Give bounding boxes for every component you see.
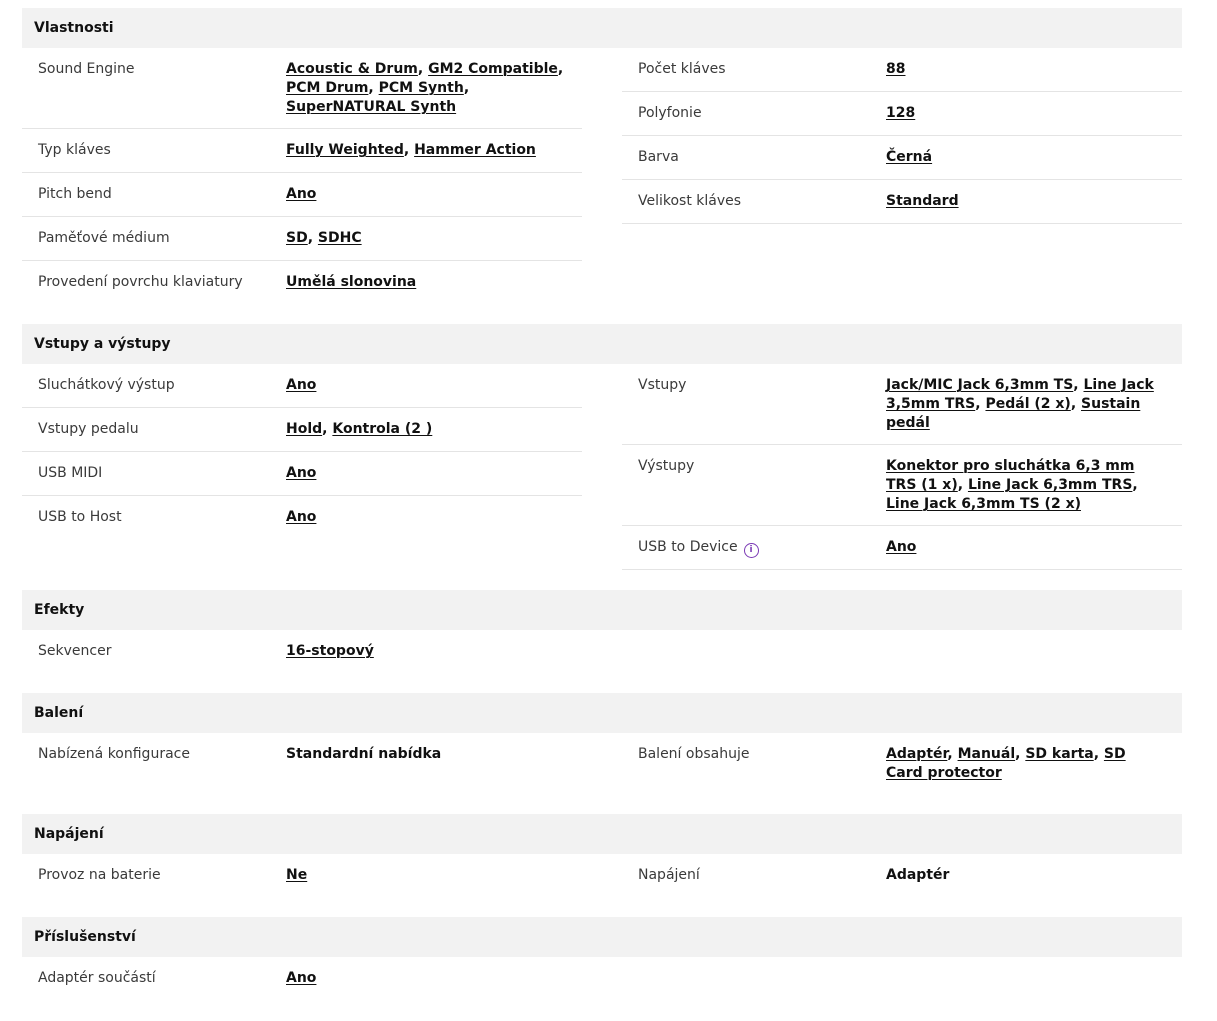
spec-value-link[interactable]: Fully Weighted [286,142,404,158]
spec-value-link[interactable]: Černá [886,149,933,165]
spec-value-link[interactable]: Ano [286,377,317,393]
spec-column-left [22,364,582,570]
spec-value-text: Standardní nabídka [286,746,442,762]
spec-row [22,129,582,173]
spec-label [22,508,286,528]
spec-value: SD, SDHC [286,230,362,246]
spec-value: Fully Weighted, Hammer Action [286,142,536,158]
spec-value [286,376,566,396]
spec-column-right [622,48,1182,304]
spec-value-link[interactable]: Ano [286,186,317,202]
spec-label [22,866,286,886]
spec-value-link[interactable]: Line Jack 6,3mm TS (2 x) [886,496,1081,512]
spec-value-link[interactable]: Ano [286,970,317,986]
spec-value-link[interactable]: PCM Synth [378,80,464,96]
spec-label-text: Sound Engine [38,61,135,77]
spec-label-text: Provoz na baterie [38,867,161,883]
spec-value-link[interactable]: SD karta [1025,746,1094,762]
spec-row [622,445,1182,526]
spec-column-right [622,957,1182,1000]
spec-label-text: USB to Host [38,509,122,525]
spec-value: Jack/MIC Jack 6,3mm TS, Line Jack 3,5mm TRS, Pedál (2 x), Sustain pedál [886,377,1154,431]
spec-row [22,496,582,539]
spec-value-link[interactable]: Acoustic & Drum [286,61,418,77]
spec-label-text: Počet kláves [638,61,726,77]
spec-row [22,854,582,897]
spec-label [22,745,286,765]
spec-value [886,538,1166,558]
spec-value-link[interactable]: SDHC [317,230,362,246]
section-heading: Vlastnosti [22,8,1182,48]
spec-value-link[interactable]: SuperNATURAL Synth [286,99,457,115]
spec-column-left [22,630,582,673]
spec-section-vlastnosti [22,8,1182,304]
spec-column-left [22,854,582,897]
spec-column-left [22,733,582,794]
spec-label-text: Nabízená konfigurace [38,746,190,762]
spec-label [622,457,886,514]
spec-label [22,141,286,161]
spec-value-link[interactable]: Kontrola (2 ) [332,421,433,437]
spec-value: Hold, Kontrola (2 ) [286,421,433,437]
spec-label [22,273,286,293]
spec-value-link[interactable]: Umělá slonovina [286,274,417,290]
spec-label [622,376,886,433]
spec-value-link[interactable]: Ano [286,509,317,525]
spec-label-text: Balení obsahuje [638,746,750,762]
spec-label [22,60,286,117]
spec-label-text: Velikost kláves [638,193,742,209]
spec-row [622,136,1182,180]
spec-value-link[interactable]: Ne [286,867,308,883]
spec-label-text: USB to Device [638,539,738,555]
spec-label-text: Vstupy pedalu [38,421,139,437]
spec-label [622,192,886,212]
spec-value-link[interactable]: 128 [886,105,916,121]
spec-value [886,192,1166,212]
spec-label [622,745,886,783]
spec-value-link[interactable]: GM2 Compatible [428,61,558,77]
spec-label-text: Provedení povrchu klaviatury [38,274,243,290]
spec-value-link[interactable]: Sustain pedál [886,396,1141,431]
spec-label [622,148,886,168]
spec-value [286,185,566,205]
spec-value [286,866,566,886]
spec-row [22,364,582,408]
spec-row [622,48,1182,92]
spec-column-left [22,957,582,1000]
spec-value [886,104,1166,124]
spec-section-efekty [22,590,1182,673]
spec-value-link[interactable]: PCM Drum [286,80,369,96]
section-heading: Příslušenství [22,917,1182,957]
spec-label-text: Napájení [638,867,700,883]
spec-value-link[interactable]: Adaptér [886,746,948,762]
spec-label [22,229,286,249]
spec-section-vstupy-a-vystupy [22,324,1182,570]
spec-column-left [22,48,582,304]
spec-value [286,969,566,989]
spec-value-link[interactable]: Ano [886,539,917,555]
spec-label [22,969,286,989]
spec-value [286,464,566,484]
spec-table [22,8,1182,1020]
spec-column-right [622,733,1182,794]
section-heading: Efekty [22,590,1182,630]
spec-row [22,957,582,1000]
spec-column-right [622,854,1182,897]
spec-row [22,452,582,496]
spec-section-napajeni [22,814,1182,897]
spec-label-text: Paměťové médium [38,230,170,246]
spec-label [622,104,886,124]
spec-row [22,48,582,129]
spec-value [886,866,1166,886]
spec-column-right [622,630,1182,673]
spec-row [22,630,582,673]
spec-value-link[interactable]: Pedál (2 x) [985,396,1071,412]
spec-label [22,642,286,662]
spec-value-link[interactable]: Jack/MIC Jack 6,3mm TS [886,377,1074,393]
spec-label [622,538,886,558]
spec-label-text: Výstupy [638,458,695,474]
section-heading: Balení [22,693,1182,733]
spec-value [286,273,566,293]
spec-row [622,364,1182,445]
spec-row [22,217,582,261]
spec-value-link[interactable]: Line Jack 6,3mm TRS [967,477,1133,493]
spec-value-link[interactable]: Ano [286,465,317,481]
spec-value: Konektor pro sluchátka 6,3 mm TRS (1 x), Line Jack 6,3mm TRS, Line Jack 6,3mm TS (2 x) [886,458,1138,512]
spec-label-text: Pitch bend [38,186,112,202]
spec-label [22,185,286,205]
spec-label-text: USB MIDI [38,465,103,481]
section-heading: Napájení [22,814,1182,854]
spec-section-prislusenstvi [22,917,1182,1000]
spec-row [22,408,582,452]
spec-label-text: Sluchátkový výstup [38,377,175,393]
spec-value-link[interactable]: Line Jack 3,5mm TRS [886,377,1154,412]
spec-value: Adaptér, Manuál, SD karta, SD Card protector [886,746,1126,781]
spec-value-text: Adaptér [886,867,950,883]
spec-value-link[interactable]: SD [286,230,308,246]
spec-value [286,508,566,528]
spec-label-text: Sekvencer [38,643,112,659]
spec-value-link[interactable]: Hold [286,421,323,437]
spec-label [622,866,886,886]
spec-row [622,92,1182,136]
spec-label-text: Typ kláves [38,142,111,158]
spec-row [622,733,1182,794]
spec-row [622,526,1182,570]
spec-label [622,60,886,80]
spec-value-link[interactable]: Hammer Action [414,142,536,158]
spec-label-text: Polyfonie [638,105,702,121]
spec-label [22,464,286,484]
spec-value-link[interactable]: Standard [886,193,959,209]
spec-row [22,173,582,217]
spec-row [22,261,582,304]
spec-value [886,60,1166,80]
spec-value [286,642,566,662]
spec-row [622,180,1182,224]
info-icon[interactable]: i [744,543,759,558]
spec-label-text: Adaptér součástí [38,970,156,986]
spec-value-link[interactable]: Manuál [957,746,1016,762]
spec-label [22,420,286,440]
spec-value-link[interactable]: Konektor pro sluchátka 6,3 mm TRS (1 x) [886,458,1135,493]
spec-value: Acoustic & Drum, GM2 Compatible, PCM Drum, PCM Synth, SuperNATURAL Synth [286,61,564,115]
spec-value-link[interactable]: 88 [886,61,906,77]
spec-label-text: Barva [638,149,679,165]
section-heading: Vstupy a výstupy [22,324,1182,364]
spec-row [22,733,582,776]
spec-value-link[interactable]: SD Card protector [886,746,1126,781]
spec-value-link[interactable]: 16-stopový [286,643,374,659]
spec-value [886,148,1166,168]
spec-column-right [622,364,1182,570]
spec-row [622,854,1182,897]
spec-label [22,376,286,396]
spec-value [286,745,566,765]
spec-label-text: Vstupy [638,377,687,393]
spec-section-baleni [22,693,1182,794]
